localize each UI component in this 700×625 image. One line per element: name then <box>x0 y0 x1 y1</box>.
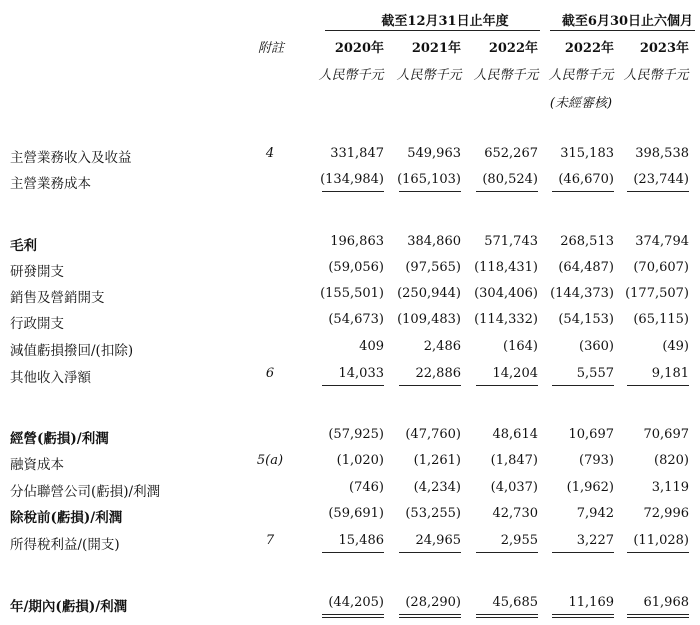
header-unit: 人民幣千元 <box>318 68 384 83</box>
cell-value: (28,290) <box>405 595 461 610</box>
subtotal-rule <box>627 552 689 553</box>
cell-value: 331,847 <box>330 146 384 161</box>
cell-value: (155,501) <box>320 286 384 301</box>
cell-value: (49) <box>662 339 689 354</box>
cell-value: (1,261) <box>413 453 461 468</box>
cell-value: (57,925) <box>328 427 384 442</box>
header-year: 2020年 <box>334 41 384 56</box>
subtotal-rule <box>322 552 384 553</box>
cell-value: (1,020) <box>336 453 384 468</box>
cell-value: 45,685 <box>492 595 538 610</box>
cell-value: 61,968 <box>643 595 689 610</box>
header-unit: 人民幣千元 <box>623 68 689 83</box>
cell-value: 42,730 <box>492 506 538 521</box>
cell-value: (46,670) <box>558 172 614 187</box>
cell-value: (1,962) <box>566 480 614 495</box>
row-label: 年/期內(虧損)/利潤 <box>10 599 128 615</box>
cell-value: 70,697 <box>643 427 689 442</box>
subtotal-rule <box>399 385 461 386</box>
total-double-rule <box>476 614 538 618</box>
cell-value: 72,996 <box>643 506 689 521</box>
cell-value: 268,513 <box>560 234 614 249</box>
cell-value: (47,760) <box>405 427 461 442</box>
cell-value: (134,984) <box>320 172 384 187</box>
cell-value: 48,614 <box>492 427 538 442</box>
header-group-year: 截至12月31日止年度 <box>381 14 509 29</box>
cell-value: (4,234) <box>413 480 461 495</box>
cell-value: (165,103) <box>397 172 461 187</box>
cell-value: (11,028) <box>633 533 689 548</box>
row-label: 其他收入淨額 <box>10 370 91 386</box>
row-label: 融資成本 <box>10 457 64 473</box>
total-double-rule <box>552 614 614 618</box>
cell-value: 384,860 <box>407 234 461 249</box>
cell-value: (59,056) <box>328 260 384 275</box>
row-label: 分佔聯營公司(虧損)/利潤 <box>10 484 161 500</box>
cell-value: (114,332) <box>474 312 538 327</box>
subtotal-rule <box>322 191 384 192</box>
header-year: 2023年 <box>639 41 689 56</box>
subtotal-rule <box>476 385 538 386</box>
cell-value: (53,255) <box>405 506 461 521</box>
header-note-label: 附註 <box>258 41 285 56</box>
row-note: 7 <box>265 533 275 548</box>
cell-value: (118,431) <box>474 260 538 275</box>
header-unit: 人民幣千元 <box>396 68 462 83</box>
cell-value: 9,181 <box>651 366 689 381</box>
cell-value: (746) <box>349 480 384 495</box>
total-double-rule <box>399 614 461 618</box>
row-label: 主營業務收入及收益 <box>10 150 132 166</box>
header-year: 2022年 <box>564 41 614 56</box>
row-label: 行政開支 <box>10 316 64 332</box>
header-group-year-rule <box>325 30 540 31</box>
subtotal-rule <box>552 385 614 386</box>
cell-value: 7,942 <box>576 506 614 521</box>
cell-value: (59,691) <box>328 506 384 521</box>
cell-value: (793) <box>579 453 614 468</box>
cell-value: 10,697 <box>568 427 614 442</box>
cell-value: (64,487) <box>558 260 614 275</box>
row-label: 減值虧損撥回/(扣除) <box>10 343 134 359</box>
header-year: 2022年 <box>488 41 538 56</box>
cell-value: (97,565) <box>405 260 461 275</box>
subtotal-rule <box>476 552 538 553</box>
cell-value: (65,115) <box>633 312 689 327</box>
cell-value: 3,227 <box>576 533 614 548</box>
cell-value: (144,373) <box>550 286 614 301</box>
cell-value: (4,037) <box>490 480 538 495</box>
header-unit: 人民幣千元 <box>548 68 614 83</box>
cell-value: 24,965 <box>415 533 461 548</box>
cell-value: (1,847) <box>490 453 538 468</box>
cell-value: 374,794 <box>635 234 689 249</box>
cell-value: 315,183 <box>560 146 614 161</box>
header-year: 2021年 <box>411 41 461 56</box>
row-label: 銷售及營銷開支 <box>10 290 105 306</box>
cell-value: (54,673) <box>328 312 384 327</box>
header-unaudited: (未經審核) <box>549 96 613 111</box>
row-label: 除稅前(虧損)/利潤 <box>10 510 123 526</box>
cell-value: 3,119 <box>651 480 689 495</box>
header-group-half-rule <box>550 30 695 31</box>
cell-value: (54,153) <box>558 312 614 327</box>
cell-value: (177,507) <box>625 286 689 301</box>
cell-value: 398,538 <box>635 146 689 161</box>
cell-value: 15,486 <box>338 533 384 548</box>
row-label: 研發開支 <box>10 264 64 280</box>
cell-value: (23,744) <box>633 172 689 187</box>
cell-value: (164) <box>503 339 538 354</box>
cell-value: 14,204 <box>492 366 538 381</box>
cell-value: 409 <box>359 339 384 354</box>
row-note: 6 <box>265 366 275 381</box>
subtotal-rule <box>476 191 538 192</box>
cell-value: (250,944) <box>397 286 461 301</box>
row-note: 4 <box>265 146 275 161</box>
subtotal-rule <box>552 552 614 553</box>
subtotal-rule <box>552 191 614 192</box>
header-unit: 人民幣千元 <box>473 68 539 83</box>
total-double-rule <box>322 614 384 618</box>
cell-value: (820) <box>654 453 689 468</box>
cell-value: 5,557 <box>576 366 614 381</box>
cell-value: 14,033 <box>338 366 384 381</box>
row-note: 5(a) <box>256 453 284 468</box>
header-group-half: 截至6月30日止六個月 <box>561 14 694 29</box>
row-label: 毛利 <box>10 238 37 254</box>
cell-value: 2,955 <box>500 533 538 548</box>
cell-value: (360) <box>579 339 614 354</box>
subtotal-rule <box>322 385 384 386</box>
subtotal-rule <box>627 385 689 386</box>
cell-value: 571,743 <box>484 234 538 249</box>
cell-value: 652,267 <box>484 146 538 161</box>
subtotal-rule <box>399 191 461 192</box>
cell-value: 196,863 <box>330 234 384 249</box>
row-label: 主營業務成本 <box>10 176 91 192</box>
row-label: 經營(虧損)/利潤 <box>10 431 109 447</box>
cell-value: 549,963 <box>407 146 461 161</box>
subtotal-rule <box>627 191 689 192</box>
cell-value: (44,205) <box>328 595 384 610</box>
subtotal-rule <box>399 552 461 553</box>
row-label: 所得稅利益/(開支) <box>10 537 120 553</box>
cell-value: (80,524) <box>482 172 538 187</box>
cell-value: (70,607) <box>633 260 689 275</box>
cell-value: 11,169 <box>568 595 614 610</box>
cell-value: (304,406) <box>474 286 538 301</box>
cell-value: 22,886 <box>415 366 461 381</box>
total-double-rule <box>627 614 689 618</box>
cell-value: (109,483) <box>397 312 461 327</box>
cell-value: 2,486 <box>423 339 461 354</box>
